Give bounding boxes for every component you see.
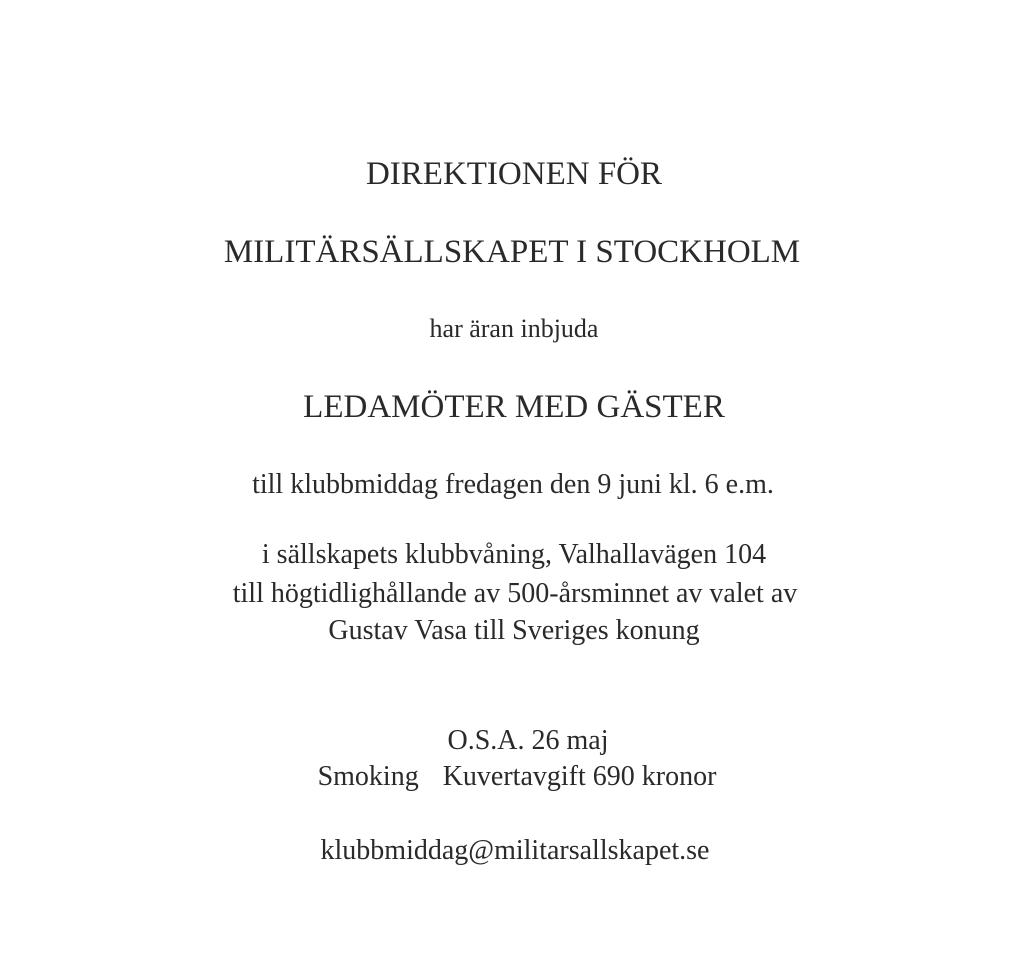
event-detail: till klubbmiddag fredagen den 9 juni kl. 6 e.m. bbox=[252, 469, 774, 500]
invitation-phrase: har äran inbjuda bbox=[429, 314, 599, 343]
attire-line bbox=[0, 763, 1024, 791]
host-line-1: DIREKTIONEN FÖR bbox=[365, 156, 663, 192]
venue-line-2: till högtidlighållande av 500-årsminnet av valet av bbox=[232, 578, 798, 609]
venue-line-1: i sällskapets klubbvåning, Valhallavägen 104 bbox=[261, 539, 767, 570]
guests-heading: LEDAMÖTER MED GÄSTER bbox=[303, 389, 725, 425]
cover-fee: Kuvertavgift 690 kronor bbox=[442, 761, 717, 792]
venue-line-3: Gustav Vasa till Sveriges konung bbox=[328, 615, 700, 646]
host-line-2: MILITÄRSÄLLSKAPET I STOCKHOLM bbox=[223, 234, 801, 270]
rsvp-line: O.S.A. 26 maj bbox=[447, 725, 609, 756]
dress-code: Smoking bbox=[317, 761, 419, 792]
contact-email: klubbmiddag@militarsallskapet.se bbox=[320, 835, 710, 866]
